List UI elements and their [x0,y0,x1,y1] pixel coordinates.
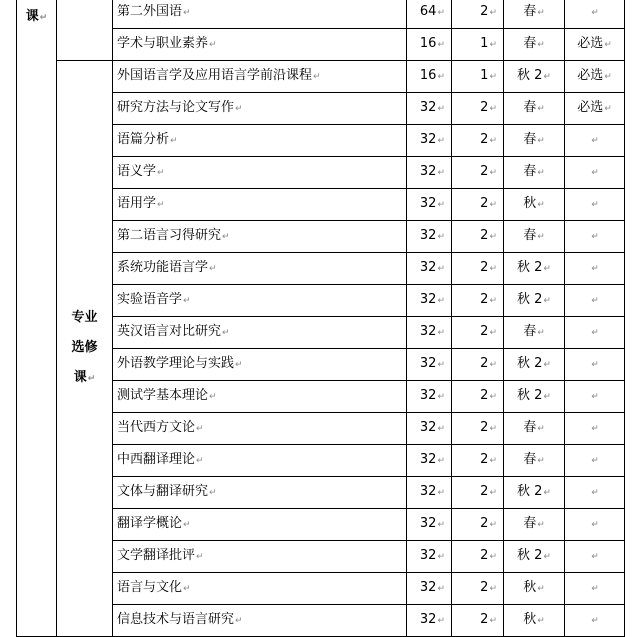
course-name-cell [113,189,407,221]
course-name: 文体与翻译研究 [117,484,209,499]
para-mark: ↵ [591,552,599,562]
para-mark: ↵ [591,584,599,594]
course-hours: 32 [419,132,437,147]
hours-cell [407,125,452,157]
course-name-cell [113,157,407,189]
credits-cell [452,477,504,509]
credits-cell [452,157,504,189]
course-name: 实验语音学 [117,292,183,307]
para-mark: ↵ [537,424,545,434]
hours-cell [407,317,452,349]
para-mark: ↵ [437,584,445,594]
course-credits: 2 [480,612,489,627]
category-elective-line1: 专业 [71,310,98,325]
credits-cell [452,445,504,477]
course-term: 春 [523,228,537,243]
course-term: 春 [523,516,537,531]
category-elective-line3: 课 [73,370,87,385]
course-hours: 32 [419,516,437,531]
para-mark: ↵ [222,328,230,338]
course-hours: 32 [419,420,437,435]
course-name-cell [113,541,407,573]
para-mark: ↵ [209,264,217,274]
course-name: 当代西方文论 [117,420,196,435]
category-top-label [17,0,56,38]
para-mark: ↵ [537,456,545,466]
hours-cell [407,509,452,541]
para-mark: ↵ [183,8,191,18]
hours-cell [407,157,452,189]
hours-cell [407,541,452,573]
note-cell [565,157,625,189]
course-hours: 32 [419,452,437,467]
credits-cell [452,573,504,605]
para-mark: ↵ [313,72,321,82]
course-credits: 2 [480,484,489,499]
para-mark: ↵ [170,136,178,146]
note-cell [565,349,625,381]
category-top-text: 课 [25,9,39,24]
note-cell [565,29,625,61]
hours-cell [407,445,452,477]
course-credits: 2 [480,452,489,467]
course-name-cell [113,0,407,29]
hours-cell [407,61,452,93]
para-mark: ↵ [157,200,165,210]
course-term: 秋 2 [517,548,543,563]
para-mark: ↵ [591,488,599,498]
note-cell [565,125,625,157]
para-mark: ↵ [489,200,497,210]
para-mark: ↵ [489,392,497,402]
para-mark: ↵ [489,168,497,178]
course-term: 秋 [523,580,537,595]
note-cell [565,445,625,477]
hours-cell [407,413,452,445]
course-name: 语义学 [117,164,157,179]
category-elective-label [71,303,97,394]
course-name: 学术与职业素养 [117,36,209,51]
para-mark: ↵ [537,136,545,146]
para-mark: ↵ [437,328,445,338]
term-cell [504,253,565,285]
category-required-cell [57,0,113,61]
course-credits: 2 [480,548,489,563]
hours-cell [407,349,452,381]
para-mark: ↵ [437,360,445,370]
credits-cell [452,189,504,221]
term-cell [504,573,565,605]
para-mark: ↵ [604,40,612,50]
course-credits: 2 [480,324,489,339]
course-name: 语用学 [117,196,157,211]
course-credits: 1 [480,68,489,83]
para-mark: ↵ [183,296,191,306]
para-mark: ↵ [437,104,445,114]
term-cell [504,317,565,349]
course-hours: 32 [419,292,437,307]
para-mark: ↵ [591,296,599,306]
course-credits: 2 [480,196,489,211]
para-mark: ↵ [543,72,551,82]
course-hours: 32 [419,484,437,499]
term-cell [504,157,565,189]
para-mark: ↵ [591,264,599,274]
term-cell [504,29,565,61]
term-cell [504,125,565,157]
course-hours: 32 [419,164,437,179]
course-term: 春 [523,100,537,115]
course-name-cell [113,445,407,477]
para-mark: ↵ [437,456,445,466]
hours-cell [407,381,452,413]
course-term: 春 [523,4,537,19]
term-cell [504,605,565,637]
para-mark: ↵ [39,13,48,23]
course-credits: 2 [480,4,489,19]
credits-cell [452,0,504,29]
course-name: 研究方法与论文写作 [117,100,235,115]
course-credits: 2 [480,356,489,371]
category-elective-cell [57,61,113,637]
credits-cell [452,61,504,93]
para-mark: ↵ [437,8,445,18]
term-cell [504,445,565,477]
para-mark: ↵ [489,360,497,370]
category-elective-line2: 选修 [71,340,98,355]
course-hours: 32 [419,356,437,371]
note-cell [565,509,625,541]
para-mark: ↵ [489,520,497,530]
para-mark: ↵ [209,488,217,498]
credits-cell [452,125,504,157]
para-mark: ↵ [489,136,497,146]
credits-cell [452,381,504,413]
course-hours: 32 [419,260,437,275]
para-mark: ↵ [489,456,497,466]
course-term: 春 [523,452,537,467]
table-row [17,0,625,29]
para-mark: ↵ [591,424,599,434]
note-cell [565,477,625,509]
hours-cell [407,29,452,61]
para-mark: ↵ [591,520,599,530]
note-cell [565,221,625,253]
credits-cell [452,285,504,317]
note-cell [565,541,625,573]
para-mark: ↵ [591,360,599,370]
para-mark: ↵ [489,488,497,498]
para-mark: ↵ [604,104,612,114]
hours-cell [407,605,452,637]
para-mark: ↵ [222,232,230,242]
course-name-cell [113,381,407,413]
course-credits: 1 [480,36,489,51]
term-cell [504,477,565,509]
para-mark: ↵ [591,392,599,402]
course-name-cell [113,349,407,381]
para-mark: ↵ [489,8,497,18]
course-hours: 32 [419,548,437,563]
course-hours: 32 [419,388,437,403]
term-cell [504,509,565,541]
para-mark: ↵ [591,168,599,178]
course-name: 系统功能语言学 [117,260,209,275]
para-mark: ↵ [437,392,445,402]
para-mark: ↵ [489,40,497,50]
course-name-cell [113,573,407,605]
course-term: 春 [523,36,537,51]
note-cell [565,61,625,93]
course-name-cell [113,477,407,509]
course-credits: 2 [480,100,489,115]
course-note: 必选 [577,68,604,83]
para-mark: ↵ [437,200,445,210]
credits-cell [452,29,504,61]
credits-cell [452,605,504,637]
course-hours: 32 [419,100,437,115]
course-term: 秋 2 [517,292,543,307]
term-cell [504,0,565,29]
course-credits: 2 [480,164,489,179]
course-name: 中西翻译理论 [117,452,196,467]
course-hours: 32 [419,324,437,339]
hours-cell [407,93,452,125]
course-hours: 16 [419,68,437,83]
para-mark: ↵ [235,104,243,114]
note-cell [565,189,625,221]
course-name-cell [113,93,407,125]
para-mark: ↵ [437,520,445,530]
table-body [17,0,625,637]
course-name: 第二外国语 [117,4,183,19]
course-name-cell [113,221,407,253]
note-cell [565,605,625,637]
course-credits: 2 [480,580,489,595]
course-name: 翻译学概论 [117,516,183,531]
para-mark: ↵ [489,72,497,82]
credits-cell [452,253,504,285]
para-mark: ↵ [209,392,217,402]
course-term: 秋 2 [517,356,543,371]
para-mark: ↵ [591,616,599,626]
hours-cell [407,0,452,29]
para-mark: ↵ [489,616,497,626]
term-cell [504,93,565,125]
course-hours: 16 [419,36,437,51]
para-mark: ↵ [437,40,445,50]
course-name: 测试学基本理论 [117,388,209,403]
para-mark: ↵ [489,328,497,338]
term-cell [504,413,565,445]
para-mark: ↵ [196,456,204,466]
para-mark: ↵ [183,520,191,530]
para-mark: ↵ [537,104,545,114]
hours-cell [407,285,452,317]
credits-cell [452,541,504,573]
term-cell [504,541,565,573]
para-mark: ↵ [209,40,217,50]
course-term: 春 [523,164,537,179]
para-mark: ↵ [543,360,551,370]
para-mark: ↵ [437,488,445,498]
course-name: 第二语言习得研究 [117,228,222,243]
credits-cell [452,93,504,125]
term-cell [504,285,565,317]
para-mark: ↵ [489,424,497,434]
para-mark: ↵ [537,520,545,530]
course-credits: 2 [480,260,489,275]
course-credits: 2 [480,132,489,147]
note-cell [565,0,625,29]
course-name-cell [113,317,407,349]
para-mark: ↵ [489,104,497,114]
para-mark: ↵ [591,456,599,466]
para-mark: ↵ [537,232,545,242]
note-cell [565,93,625,125]
para-mark: ↵ [437,424,445,434]
para-mark: ↵ [437,296,445,306]
course-credits: 2 [480,388,489,403]
credits-cell [452,317,504,349]
para-mark: ↵ [543,488,551,498]
course-name: 英汉语言对比研究 [117,324,222,339]
course-term: 春 [523,324,537,339]
table-row [17,61,625,93]
para-mark: ↵ [183,584,191,594]
course-term: 秋 [523,612,537,627]
para-mark: ↵ [604,72,612,82]
course-credits: 2 [480,292,489,307]
note-cell [565,413,625,445]
term-cell [504,61,565,93]
course-term: 秋 2 [517,260,543,275]
para-mark: ↵ [537,616,545,626]
para-mark: ↵ [437,168,445,178]
para-mark: ↵ [591,200,599,210]
para-mark: ↵ [591,8,599,18]
term-cell [504,189,565,221]
left-border-column [17,0,57,637]
course-name-cell [113,509,407,541]
note-cell [565,573,625,605]
course-name-cell [113,253,407,285]
para-mark: ↵ [543,264,551,274]
para-mark: ↵ [437,136,445,146]
para-mark: ↵ [235,360,243,370]
para-mark: ↵ [537,168,545,178]
para-mark: ↵ [489,552,497,562]
para-mark: ↵ [437,264,445,274]
note-cell [565,317,625,349]
term-cell [504,221,565,253]
course-name: 语篇分析 [117,132,170,147]
course-term: 秋 2 [517,484,543,499]
para-mark: ↵ [543,392,551,402]
note-cell [565,253,625,285]
para-mark: ↵ [591,232,599,242]
para-mark: ↵ [437,232,445,242]
course-note: 必选 [577,36,604,51]
course-hours: 32 [419,196,437,211]
para-mark: ↵ [196,552,204,562]
para-mark: ↵ [537,200,545,210]
course-name: 文学翻译批评 [117,548,196,563]
para-mark: ↵ [235,616,243,626]
note-cell [565,381,625,413]
term-cell [504,381,565,413]
para-mark: ↵ [537,40,545,50]
course-hours: 32 [419,612,437,627]
course-credits: 2 [480,228,489,243]
para-mark: ↵ [537,8,545,18]
course-hours: 32 [419,228,437,243]
course-term: 春 [523,420,537,435]
para-mark: ↵ [489,296,497,306]
course-name-cell [113,285,407,317]
course-term: 春 [523,132,537,147]
credits-cell [452,413,504,445]
para-mark: ↵ [437,72,445,82]
course-name-cell [113,61,407,93]
credits-cell [452,221,504,253]
course-credits: 2 [480,420,489,435]
term-cell [504,349,565,381]
course-term: 秋 2 [517,388,543,403]
para-mark: ↵ [87,374,96,384]
para-mark: ↵ [591,328,599,338]
para-mark: ↵ [489,232,497,242]
hours-cell [407,573,452,605]
course-name: 语言与文化 [117,580,183,595]
course-note: 必选 [577,100,604,115]
para-mark: ↵ [157,168,165,178]
course-credits: 2 [480,516,489,531]
para-mark: ↵ [489,264,497,274]
course-name: 信息技术与语言研究 [117,612,235,627]
credits-cell [452,349,504,381]
para-mark: ↵ [543,296,551,306]
course-name-cell [113,605,407,637]
hours-cell [407,477,452,509]
course-hours: 64 [419,4,437,19]
course-table [16,0,625,637]
course-term: 秋 [523,196,537,211]
hours-cell [407,189,452,221]
course-name-cell [113,29,407,61]
para-mark: ↵ [437,616,445,626]
para-mark: ↵ [537,328,545,338]
note-cell [565,285,625,317]
course-name: 外语教学理论与实践 [117,356,235,371]
para-mark: ↵ [543,552,551,562]
para-mark: ↵ [437,552,445,562]
course-name: 外国语言学及应用语言学前沿课程 [117,68,313,83]
para-mark: ↵ [591,136,599,146]
course-term: 秋 2 [517,68,543,83]
hours-cell [407,221,452,253]
para-mark: ↵ [489,584,497,594]
course-name-cell [113,413,407,445]
credits-cell [452,509,504,541]
para-mark: ↵ [537,584,545,594]
course-hours: 32 [419,580,437,595]
para-mark: ↵ [196,424,204,434]
course-name-cell [113,125,407,157]
hours-cell [407,253,452,285]
